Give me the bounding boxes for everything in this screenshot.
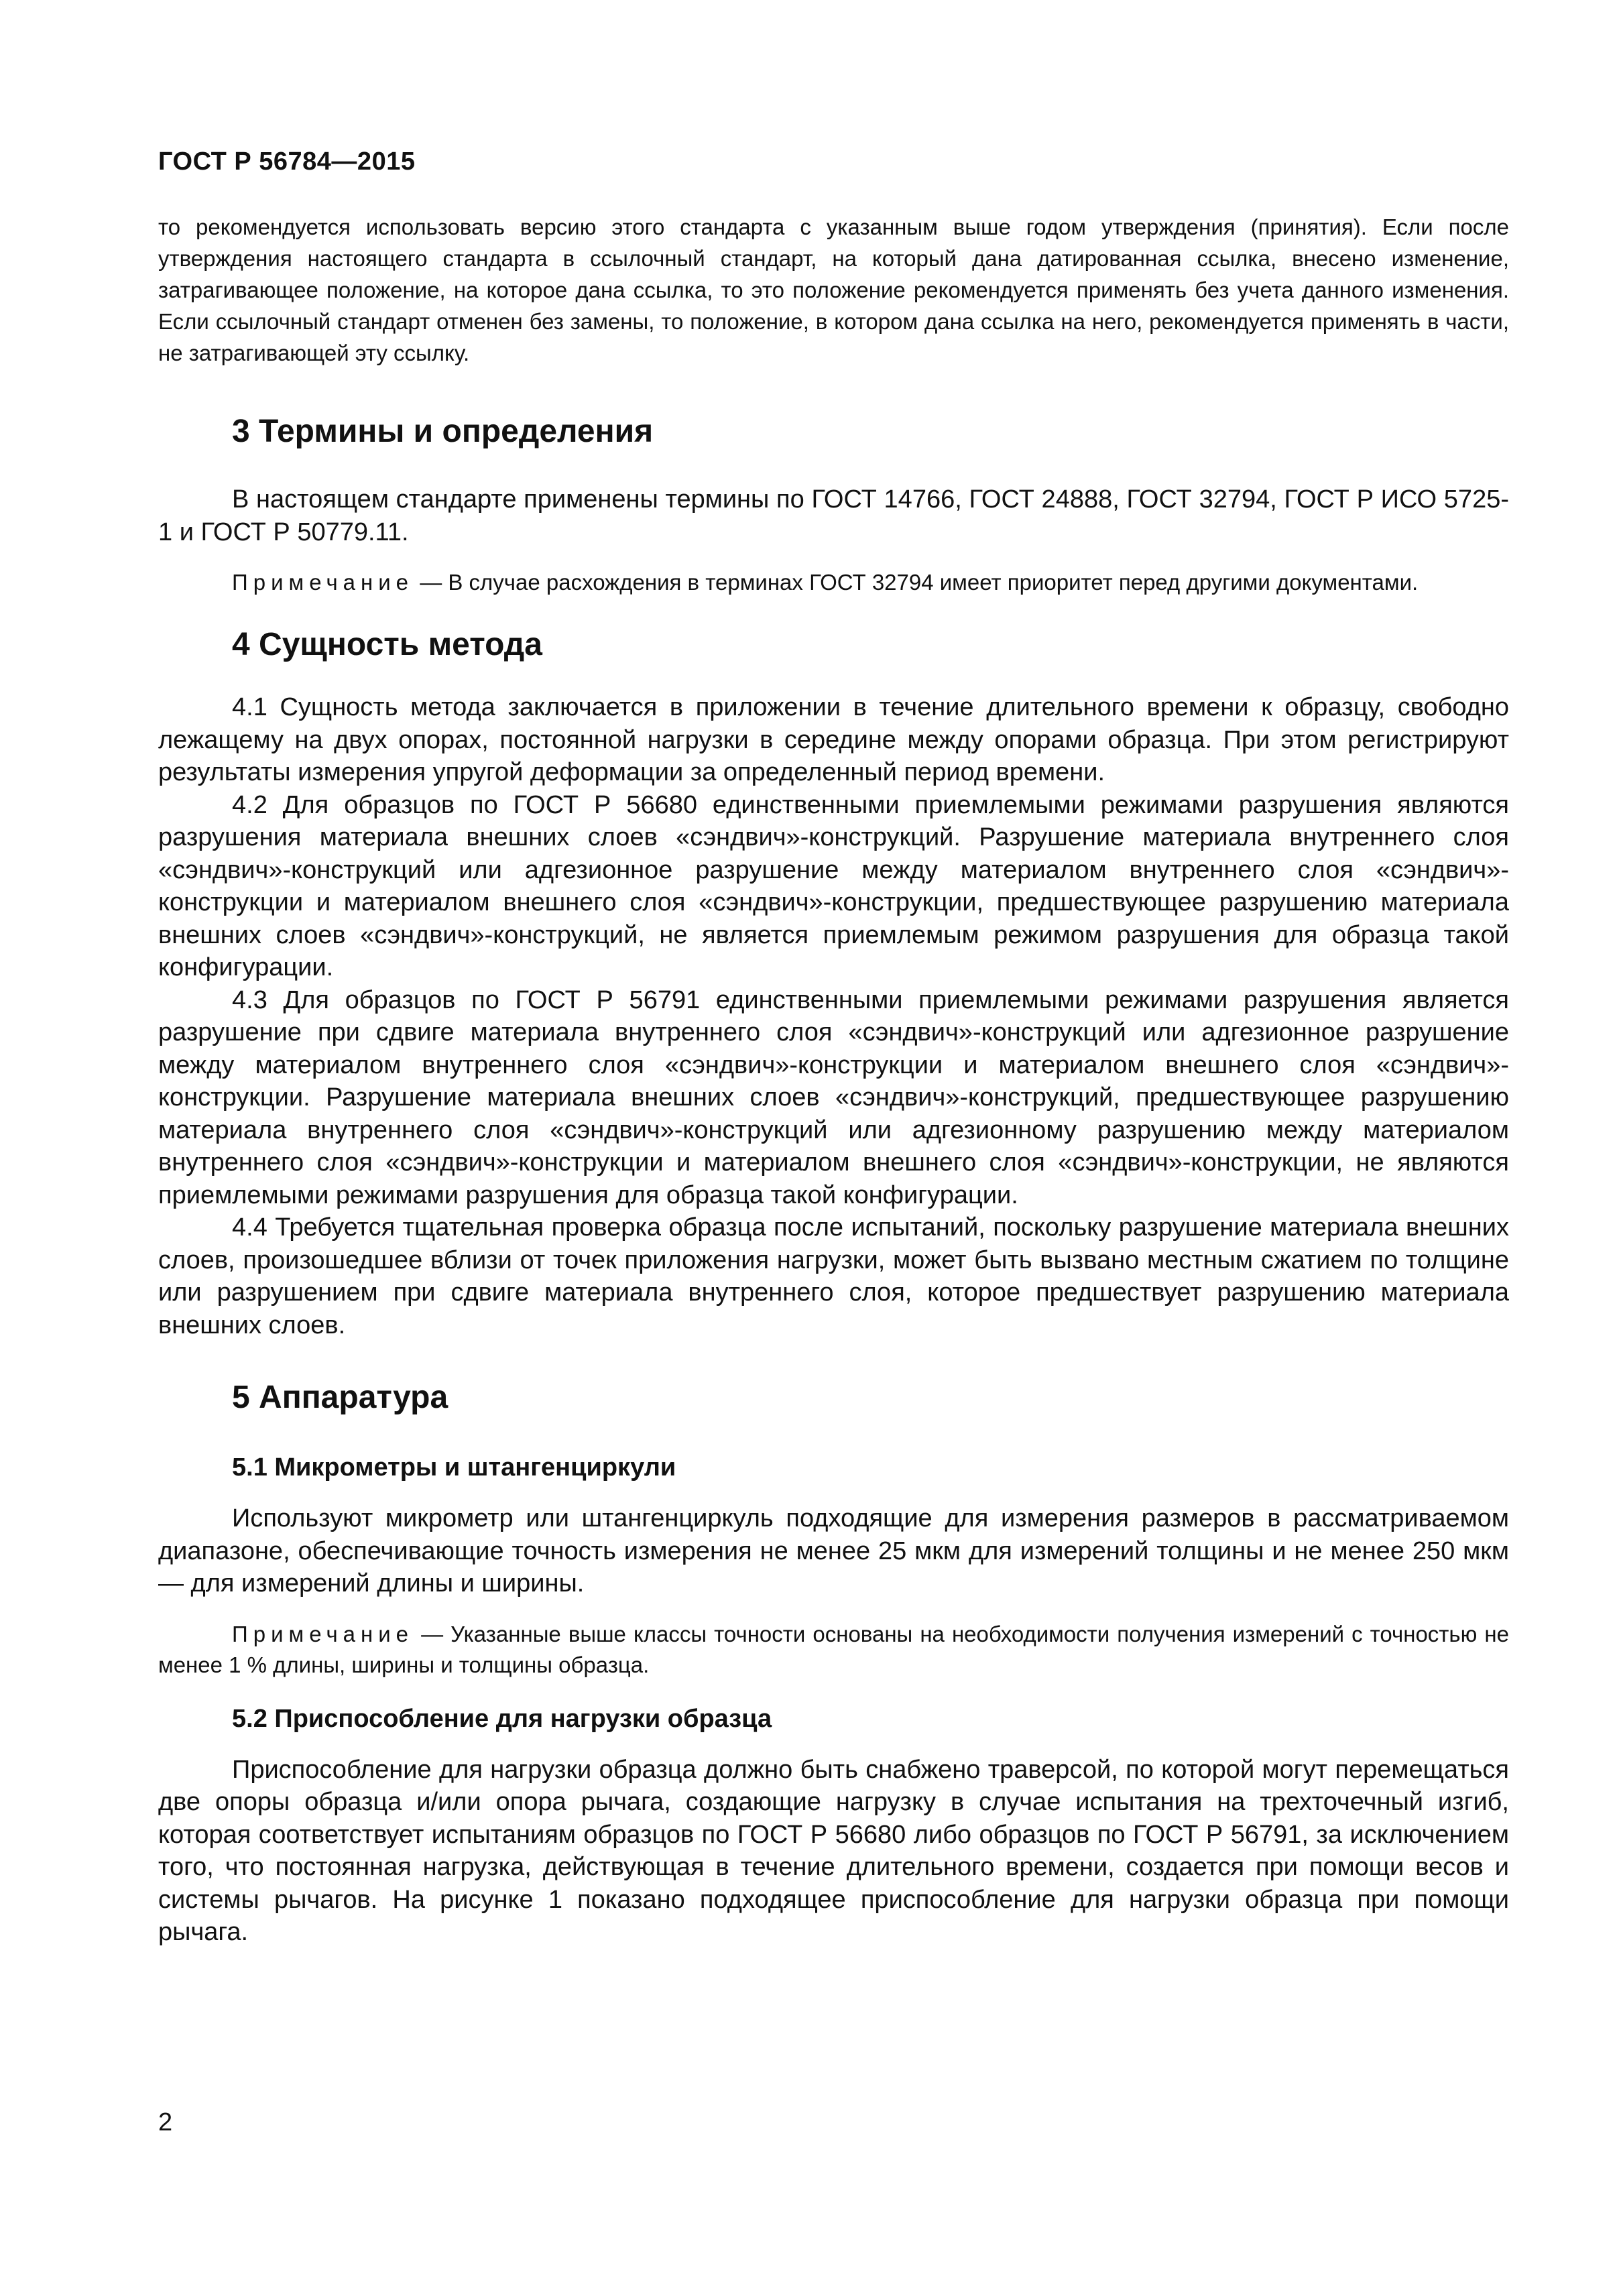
subsection-5-2-title: 5.2 Приспособление для нагрузки образца (232, 1704, 772, 1733)
subsection-5-1-title: 5.1 Микрометры и штангенциркули (232, 1453, 676, 1482)
section-4-title: 4 Сущность метода (232, 627, 542, 662)
section-3-note (158, 567, 1509, 598)
subsection-5-1-paragraph: Используют микрометр или штангенциркуль подходящие для измерения размеров в рассматриваемом диапазоне, обеспечивающие точность измерения не менее 25 мкм для измерений толщины и не менее 250 мкм — для измерений длины и ширины. (158, 1504, 1509, 1597)
paragraph-4-1: 4.1 Сущность метода заключается в приложении в течение длительного времени к образцу, свободно лежащему на двух опорах, постоянной нагрузки в середине между опорами образца. При этом регистрируют результаты измерения упругой деформации за определенный период времени. (158, 693, 1509, 786)
paragraph-4-4: 4.4 Требуется тщательная проверка образца после испытаний, поскольку разрушение материала внешних слоев, произошедшее вблизи от точек приложения нагрузки, может быть вызвано местным сжатием по толщине или разрушением при сдвиге материала внутреннего слоя, которое предшествует разрушению материала внешних слоев. (158, 1213, 1509, 1339)
note-text: — В случае расхождения в терминах ГОСТ 32794 имеет приоритет перед другими документами. (420, 570, 1419, 595)
subsection-5-2-paragraph: Приспособление для нагрузки образца должно быть снабжено траверсой, по которой могут перемещаться две опоры образца и/или опора рычага, создающие нагрузку в случае испытания на трехточечный изгиб, которая соответствует испытаниям образцов по ГОСТ Р 56680 либо образцов по ГОСТ Р 56791, за исключением того, что постоянная нагрузка, действующая в течение длительного времени, создается при помощи весов и системы рычагов. На рисунке 1 показано подходящее приспособление для нагрузки образца при помощи рычага. (158, 1755, 1509, 1946)
subsection-5-1-note (158, 1619, 1509, 1681)
section-3-paragraph: В настоящем стандарте применены термины по ГОСТ 14766, ГОСТ 24888, ГОСТ 32794, ГОСТ Р ИСО 5725-1 и ГОСТ Р 50779.11. (158, 485, 1509, 546)
document-header: ГОСТ Р 56784—2015 (158, 147, 416, 176)
section-5-title: 5 Аппаратура (232, 1380, 448, 1415)
page-number: 2 (158, 2108, 173, 2136)
note-label: Примечание (232, 570, 414, 595)
paragraph-4-2: 4.2 Для образцов по ГОСТ Р 56680 единственными приемлемыми режимами разрушения являются разрушения материала внешних слоев «сэндвич»-конструкций. Разрушение материала внутреннего слоя «сэндвич»-конструкций или адгезионное разрушение между материалом внутреннего слоя «сэндвич»-конструкции и материалом внешнего слоя «сэндвич»-конструкции, предшествующее разрушению материала внешних слоев «сэндвич»-конструкций, не является приемлемым режимом разрушения для образца такой конфигурации. (158, 790, 1509, 981)
note-label: Примечание (232, 1621, 414, 1646)
section-3-title: 3 Термины и определения (232, 414, 654, 449)
intro-paragraph: то рекомендуется использовать версию этого стандарта с указанным выше годом утверждения (принятия). Если после утверждения настоящего стандарта в ссылочный стандарт, на который дана датированная ссылка, внесено изменение, затрагивающее положение, на которое дана ссылка, то это положение рекомендуется применять без учета данного изменения. Если ссылочный стандарт отменен без замены, то положение, в котором дана ссылка на него, рекомендуется применять в части, не затрагивающей эту ссылку. (158, 215, 1509, 365)
document-page (158, 147, 1509, 1949)
paragraph-4-3: 4.3 Для образцов по ГОСТ Р 56791 единственными приемлемыми режимами разрушения является разрушение при сдвиге материала внутреннего слоя «сэндвич»-конструкций или адгезионное разрушение между материалом внутреннего слоя «сэндвич»-конструкции и материалом внешнего слоя «сэндвич»-конструкции. Разрушение материала внешних слоев «сэндвич»-конструкций, предшествующее разрушению материала внутреннего слоя «сэндвич»-конструкций или адгезионному разрушению между материалом внутреннего слоя «сэндвич»-конструкции и материалом внешнего слоя «сэндвич»-конструкции, не являются приемлемыми режимами разрушения для образца такой конфигурации. (158, 985, 1509, 1209)
note-text: — Указанные выше классы точности основаны на необходимости получения измерений с точностью не менее 1 % длины, ширины и толщины образца. (158, 1621, 1509, 1677)
